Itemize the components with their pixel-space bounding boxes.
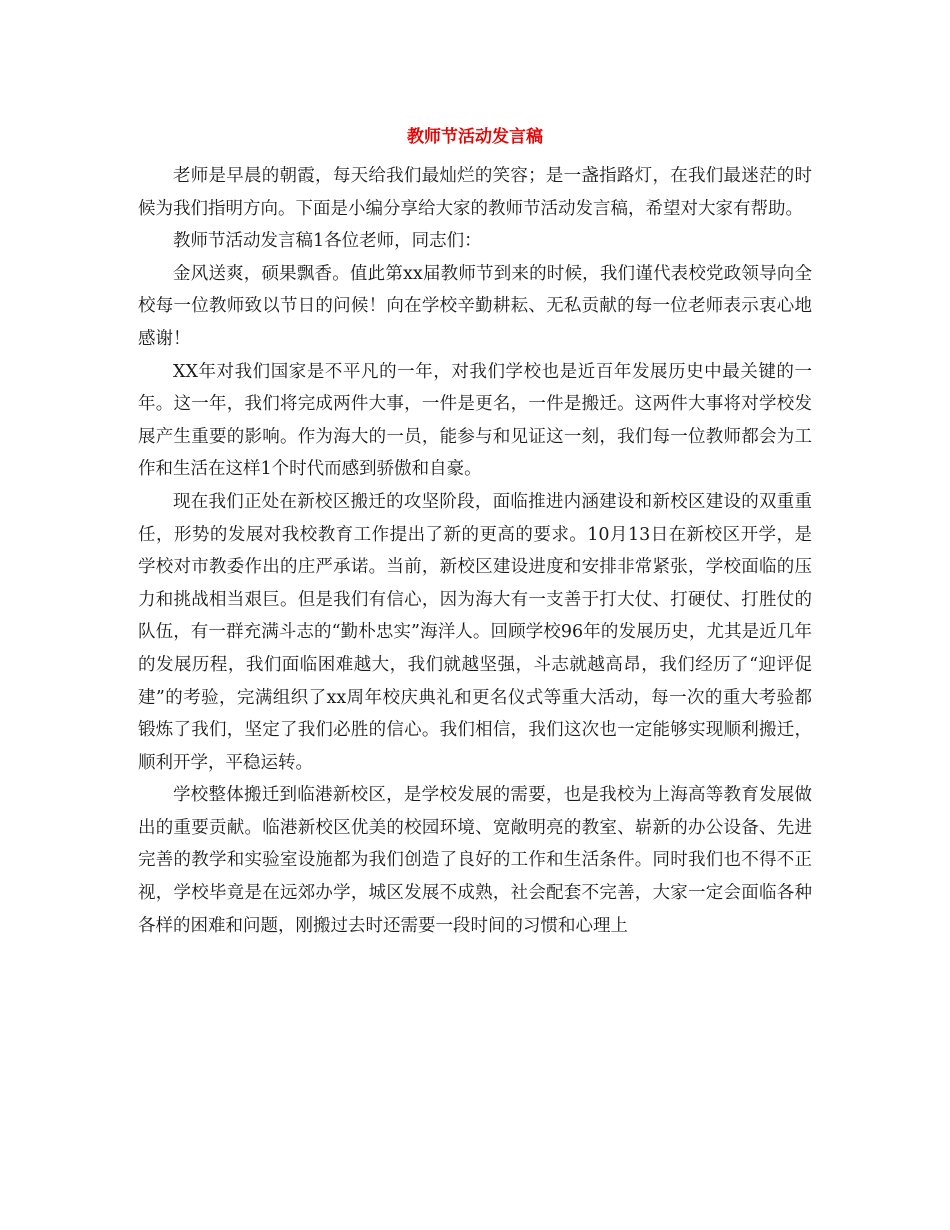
- document-body: [138, 160, 812, 942]
- paragraph-intro: 老师是早晨的朝霞，每天给我们最灿烂的笑容；是一盏指路灯，在我们最迷茫的时候为我们指明方向。下面是小编分享给大家的教师节活动发言稿，希望对大家有帮助。: [138, 166, 812, 219]
- document-title: 教师节活动发言稿: [407, 127, 543, 147]
- paragraph-greeting: 金风送爽，硕果飘香。值此第xx届教师节到来的时候，我们谨代表校党政领导向全校每一位教师致以节日的问候！向在学校辛勤耕耘、无私贡献的每一位老师表示衷心地感谢！: [138, 263, 812, 349]
- paragraph-year-summary: XX年对我们国家是不平凡的一年，对我们学校也是近百年发展历史中最关键的一年。这一年，我们将完成两件大事，一件是更名，一件是搬迁。这两件大事将对学校发展产生重要的影响。作为海大的一员，能参与和见证这一刻，我们每一位教师都会为工作和生活在这样1个时代而感到骄傲和自豪。: [138, 361, 812, 480]
- paragraph-relocation-challenge: 现在我们正处在新校区搬迁的攻坚阶段，面临推进内涵建设和新校区建设的双重重任，形势的发展对我校教育工作提出了新的更高的要求。10月13日在新校区开学，是学校对市教委作出的庄严承诺。当前，新校区建设进度和安排非常紧张，学校面临的压力和挑战相当艰巨。但是我们有信心，因为海大有一支善于打大仗、打硬仗、打胜仗的队伍，有一群充满斗志的“勤朴忠实”海洋人。回顾学校96年的发展历史，尤其是近几年的发展历程，我们面临困难越大，我们就越坚强，斗志就越高昂，我们经历了“迎评促建”的考验，完满组织了xx周年校庆典礼和更名仪式等重大活动，每一次的重大考验都锻炼了我们，坚定了我们必胜的信心。我们相信，我们这次也一定能够实现顺利搬迁，顺利开学，平稳运转。: [138, 491, 812, 773]
- paragraph-new-campus: 学校整体搬迁到临港新校区，是学校发展的需要，也是我校为上海高等教育发展做出的重要贡献。临港新校区优美的校园环境、宽敞明亮的教室、崭新的办公设备、先进完善的教学和实验室设施都为我们创造了良好的工作和生活条件。同时我们也不得不正视，学校毕竟是在远郊办学，城区发展不成熟，社会配套不完善，大家一定会面临各种各样的困难和问题，刚搬过去时还需要一段时间的习惯和心理上: [138, 785, 812, 936]
- paragraph-salutation: 教师节活动发言稿1各位老师，同志们：: [173, 231, 482, 252]
